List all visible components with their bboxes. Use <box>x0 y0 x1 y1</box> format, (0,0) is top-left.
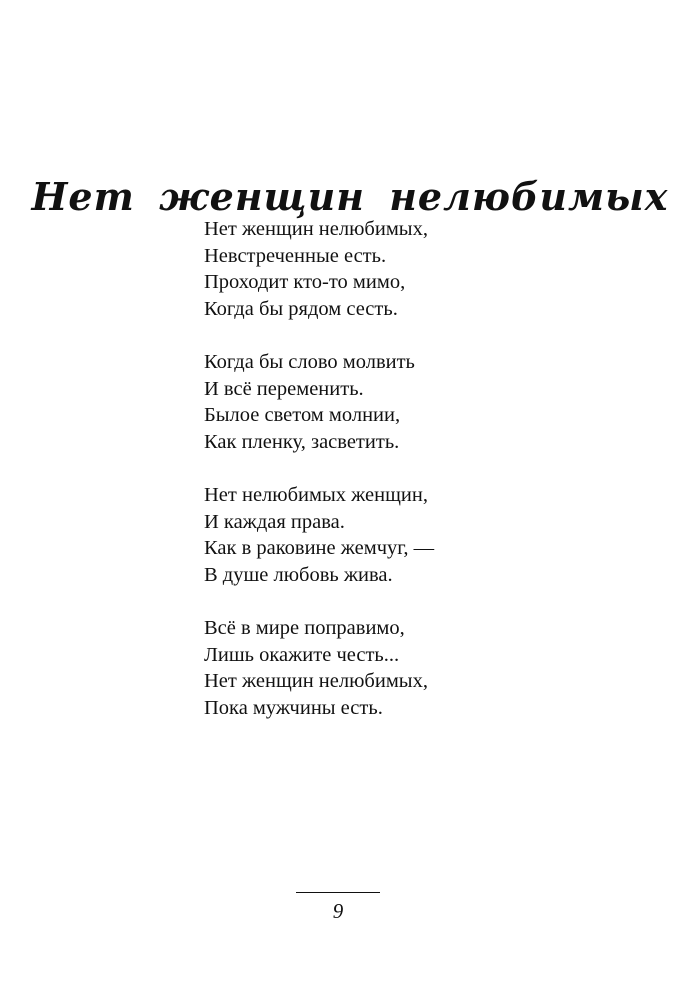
poem-line: И каждая права. <box>204 510 345 533</box>
poem-line: Всё в мире поправимо, <box>204 617 405 639</box>
poem-line: Когда бы слово молвить <box>204 351 415 373</box>
stanza-3 <box>204 482 664 588</box>
poem-line: Как в раковине жемчуг, — <box>204 537 435 559</box>
stanza-4 <box>204 615 664 721</box>
poem-line: В душе любовь жива. <box>204 563 393 586</box>
poem-title: Нет женщин нелюбимых <box>31 174 669 220</box>
poem-body <box>204 216 664 748</box>
page-number: 9 <box>332 899 344 923</box>
poem-line: Невстреченные есть. <box>204 244 387 267</box>
poem-line: Нет женщин нелюбимых, <box>204 670 428 692</box>
poem-line: Нет нелюбимых женщин, <box>204 484 428 506</box>
stanza-1 <box>204 216 664 322</box>
poem-line: Проходит кто-то мимо, <box>204 271 406 293</box>
footer-divider <box>296 892 380 893</box>
poem-line: Нет женщин нелюбимых, <box>204 218 428 240</box>
poem-line: Когда бы рядом сесть. <box>204 297 398 320</box>
poem-line: Лишь окажите честь... <box>204 643 400 666</box>
poem-line: Как пленку, засветить. <box>204 430 400 453</box>
stanza-2 <box>204 349 664 455</box>
poem-line: Пока мужчины есть. <box>204 696 383 719</box>
poem-line: Былое светом молнии, <box>204 404 401 426</box>
poem-line: И всё переменить. <box>204 377 364 400</box>
